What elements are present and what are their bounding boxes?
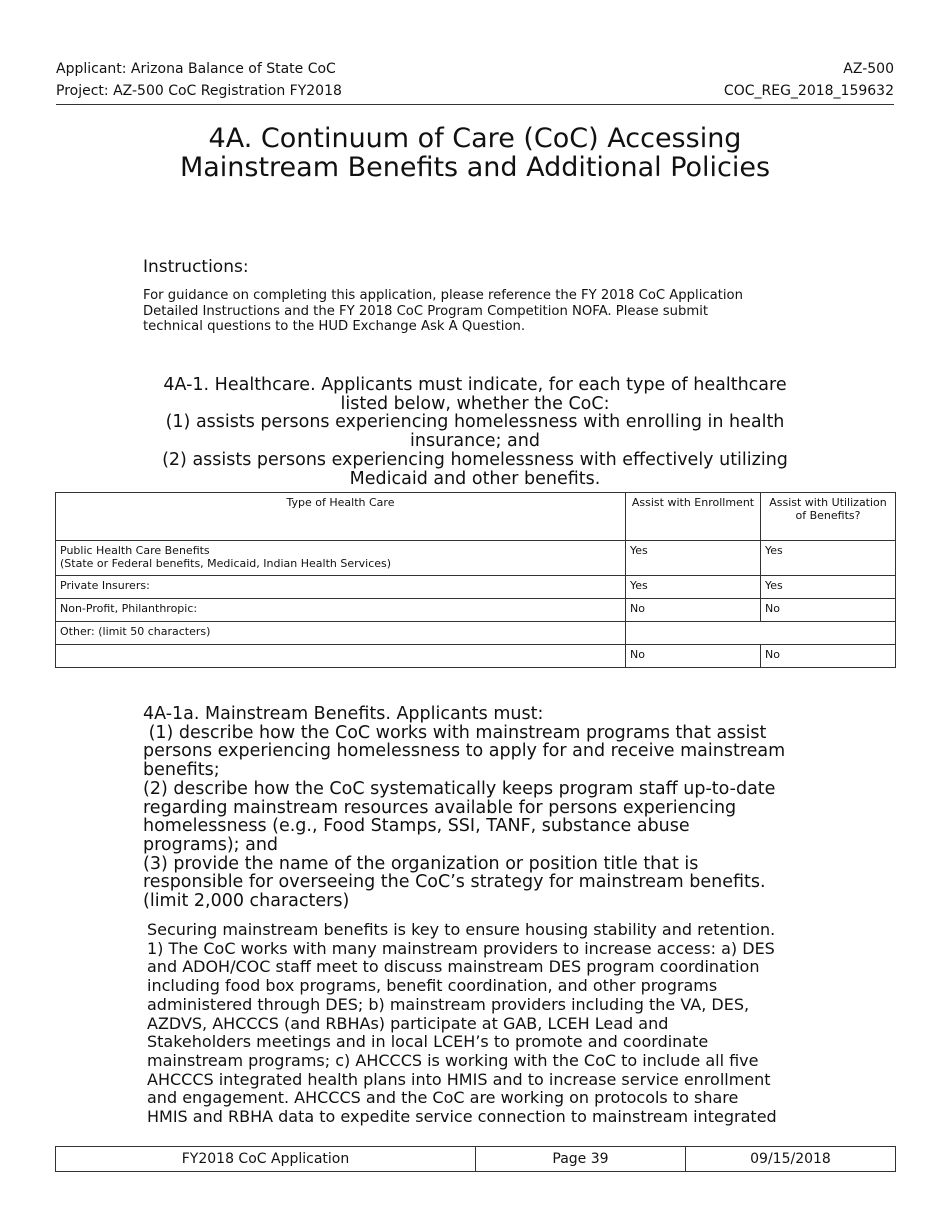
- project-name: Project: AZ-500 CoC Registration FY2018: [56, 83, 342, 99]
- page-title: 4A. Continuum of Care (CoC) Accessing Mainstream Benefits and Additional Policies: [179, 123, 771, 183]
- healthcare-table: [55, 492, 896, 668]
- applicant-name: Applicant: Arizona Balance of State CoC: [56, 61, 336, 77]
- page-footer: [55, 1146, 896, 1172]
- registration-id: COC_REG_2018_159632: [723, 83, 894, 99]
- utilization-value: No: [761, 599, 896, 622]
- enrollment-value: Yes: [626, 576, 761, 599]
- enrollment-value: No: [626, 599, 761, 622]
- other-label-row: Other: (limit 50 characters): [56, 622, 896, 645]
- header-utilization: Assist with Utilization of Benefits?: [761, 493, 896, 541]
- footer-date: 09/15/2018: [686, 1147, 896, 1172]
- footer-application: FY2018 CoC Application: [56, 1147, 476, 1172]
- utilization-value: No: [761, 645, 896, 668]
- table-row: Public Health Care Benefits (State or Federal benefits, Medicaid, Indian Health Services) Yes Yes: [56, 541, 896, 576]
- instructions-text: For guidance on completing this application, please reference the FY 2018 CoC Application Detailed Instructions and the FY 2018 CoC Program Competition NOFA. Please submit technical questions to the HUD Exchange Ask A Question.: [143, 288, 743, 334]
- table-row: Private Insurers: Yes Yes: [56, 576, 896, 599]
- enrollment-value: Yes: [626, 541, 761, 576]
- table-row: Non-Profit, Philanthropic: No No: [56, 599, 896, 622]
- utilization-value: Yes: [761, 541, 896, 576]
- question-4a1a: 4A-1a. Mainstream Benefits. Applicants must: (1) describe how the CoC works with mainstream programs that assist persons experiencing homelessness to apply for and receive mainstream benefits; (2) describe how the CoC systematically keeps program staff up-to-date regarding mainstream resources available for persons experiencing homelessness (e.g., Food Stamps, SSI, TANF, substance abuse programs); and (3) provide the name of the organization or position title that is responsible for overseeing the CoC’s strategy for mainstream benefits. (limit 2,000 characters): [143, 704, 786, 912]
- coc-code: AZ-500: [843, 61, 894, 77]
- enrollment-value: No: [626, 645, 761, 668]
- answer-text: Securing mainstream benefits is key to ensure housing stability and retention. 1) The CoC works with many mainstream providers to increase access: a) DES and ADOH/COC staff meet to discuss mainstream DES program coordination including food box programs, benefit coordination, and other programs administered through DES; b) mainstream providers including the VA, DES, AZDVS, AHCCCS (and RBHAs) participate at GAB, LCEH Lead and Stakeholders meetings and in local LCEH’s to promote and coordinate mainstream programs; c) AHCCCS is working with the CoC to include all five AHCCCS integrated health plans into HMIS and to increase service enrollment and engagement. AHCCCS and the CoC are working on protocols to share HMIS and RBHA data to expedite service connection to mainstream integrated: [147, 920, 777, 1127]
- page-header: [56, 58, 894, 105]
- instructions-heading: Instructions:: [143, 257, 249, 277]
- header-enrollment: Assist with Enrollment: [626, 493, 761, 541]
- table-row: [56, 645, 896, 668]
- utilization-value: Yes: [761, 576, 896, 599]
- question-4a1: 4A-1. Healthcare. Applicants must indicate, for each type of healthcare listed below, whether the CoC: (1) assists persons experiencing homelessness with enrolling in health insurance; and (2) assists persons experiencing homelessness with effectively utilizing Medicaid and other benefits.: [162, 375, 788, 489]
- footer-page-number: Page 39: [476, 1147, 686, 1172]
- header-type: Type of Health Care: [56, 493, 626, 541]
